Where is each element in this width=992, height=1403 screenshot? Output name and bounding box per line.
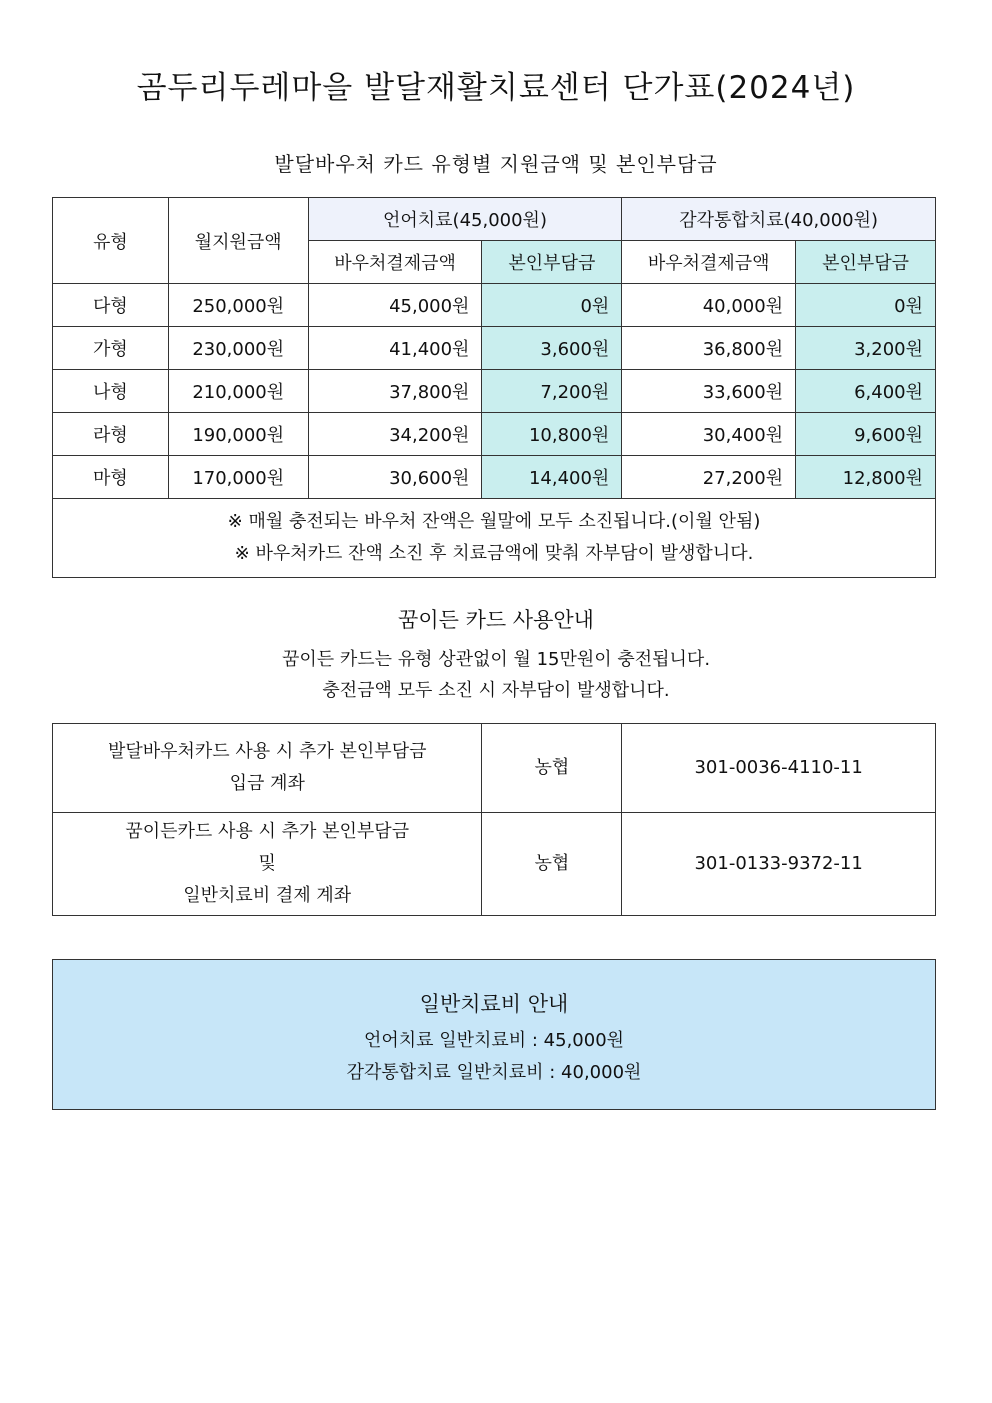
cell-speech-self: 0원 [482, 284, 622, 327]
cell-monthly: 170,000원 [168, 456, 308, 499]
header-sensory-therapy: 감각통합치료(40,000원) [622, 198, 936, 241]
cell-speech-self: 10,800원 [482, 413, 622, 456]
account-number: 301-0133-9372-11 [622, 813, 936, 916]
account-label-line: 꿈이든카드 사용 시 추가 본인부담금 [125, 821, 410, 842]
note-line: ※ 매월 충전되는 바우처 잔액은 월말에 모두 소진됩니다.(이월 안됨) [227, 511, 761, 532]
cell-speech-voucher: 34,200원 [308, 413, 482, 456]
note-line: ※ 바우처카드 잔액 소진 후 치료금액에 맞춰 자부담이 발생합니다. [234, 543, 754, 564]
header-speech-voucher: 바우처결제금액 [308, 241, 482, 284]
cell-speech-self: 3,600원 [482, 327, 622, 370]
voucher-section-title: 발달바우처 카드 유형별 지원금액 및 본인부담금 [274, 152, 718, 176]
cell-monthly: 210,000원 [168, 370, 308, 413]
account-table [52, 723, 936, 916]
account-label-line: 입금 계좌 [229, 773, 305, 794]
cell-sensory-self: 9,600원 [796, 413, 936, 456]
voucher-price-table [52, 197, 936, 578]
table-row [53, 284, 936, 327]
account-bank: 농협 [482, 813, 622, 916]
account-bank: 농협 [482, 724, 622, 813]
general-fee-sensory: 감각통합치료 일반치료비 : 40,000원 [346, 1062, 642, 1083]
header-speech-therapy: 언어치료(45,000원) [308, 198, 622, 241]
cell-sensory-self: 0원 [796, 284, 936, 327]
cell-sensory-self: 12,800원 [796, 456, 936, 499]
table-row [53, 813, 936, 916]
table-row [53, 456, 936, 499]
cell-monthly: 190,000원 [168, 413, 308, 456]
cell-sensory-self: 6,400원 [796, 370, 936, 413]
table-notes-row [53, 499, 936, 578]
cell-speech-voucher: 37,800원 [308, 370, 482, 413]
cell-speech-voucher: 41,400원 [308, 327, 482, 370]
table-notes [53, 499, 936, 578]
cell-speech-self: 14,400원 [482, 456, 622, 499]
dream-card-line: 충전금액 모두 소진 시 자부담이 발생합니다. [322, 680, 670, 701]
account-label-line: 일반치료비 결제 계좌 [183, 885, 352, 906]
account-label [53, 813, 482, 916]
table-row [53, 327, 936, 370]
cell-type: 나형 [53, 370, 169, 413]
general-fee-box [52, 959, 936, 1110]
page-title: 곰두리두레마을 발달재활치료센터 단가표(2024년) [136, 70, 856, 106]
cell-type: 가형 [53, 327, 169, 370]
cell-sensory-voucher: 27,200원 [622, 456, 796, 499]
account-label-line: 및 [258, 853, 276, 874]
cell-sensory-voucher: 40,000원 [622, 284, 796, 327]
general-fee-title: 일반치료비 안내 [419, 992, 569, 1016]
cell-monthly: 230,000원 [168, 327, 308, 370]
dream-card-title: 꿈이든 카드 사용안내 [398, 608, 594, 632]
table-row [53, 370, 936, 413]
cell-speech-voucher: 30,600원 [308, 456, 482, 499]
cell-sensory-voucher: 30,400원 [622, 413, 796, 456]
header-monthly-support: 월지원금액 [168, 198, 308, 284]
account-number: 301-0036-4110-11 [622, 724, 936, 813]
dream-card-line: 꿈이든 카드는 유형 상관없이 월 15만원이 충전됩니다. [281, 649, 711, 670]
cell-monthly: 250,000원 [168, 284, 308, 327]
table-row [53, 413, 936, 456]
cell-speech-voucher: 45,000원 [308, 284, 482, 327]
cell-sensory-voucher: 36,800원 [622, 327, 796, 370]
table-row [53, 724, 936, 813]
header-sensory-self-pay: 본인부담금 [796, 241, 936, 284]
cell-sensory-self: 3,200원 [796, 327, 936, 370]
account-label [53, 724, 482, 813]
header-type: 유형 [53, 198, 169, 284]
header-speech-self-pay: 본인부담금 [482, 241, 622, 284]
cell-type: 다형 [53, 284, 169, 327]
account-label-line: 발달바우처카드 사용 시 추가 본인부담금 [107, 741, 427, 762]
general-fee-speech: 언어치료 일반치료비 : 45,000원 [363, 1030, 625, 1051]
cell-type: 라형 [53, 413, 169, 456]
cell-speech-self: 7,200원 [482, 370, 622, 413]
header-sensory-voucher: 바우처결제금액 [622, 241, 796, 284]
cell-type: 마형 [53, 456, 169, 499]
cell-sensory-voucher: 33,600원 [622, 370, 796, 413]
table-header-row [53, 198, 936, 241]
